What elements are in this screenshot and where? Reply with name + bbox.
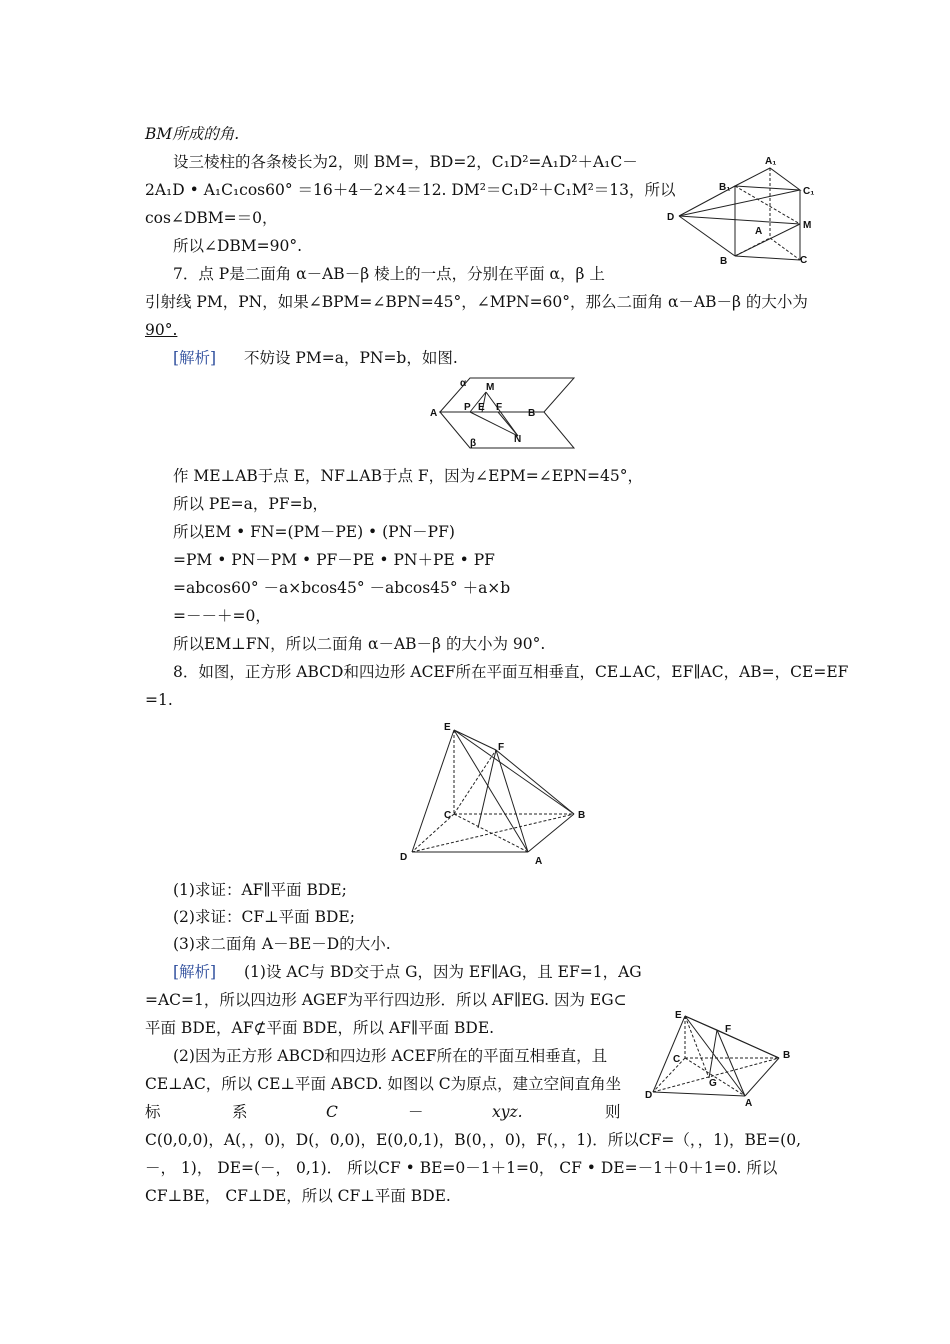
label: F <box>498 742 505 753</box>
label: E <box>444 722 451 733</box>
label: A₁ <box>765 156 777 167</box>
spaced-word: C <box>326 1103 338 1121</box>
label: N <box>514 434 522 445</box>
text-line: 作 ME⊥AB于点 E，NF⊥AB于点 F，因为∠EPM=∠EPN=45°， <box>173 467 644 485</box>
label: B <box>578 810 586 821</box>
label: M <box>803 220 812 231</box>
text-line: =－－＋=0， <box>173 607 271 625</box>
text-line: 所以EM • FN=(PM－PE) • (PN－PF) <box>173 523 455 541</box>
label: P <box>464 402 471 413</box>
label: D <box>667 212 675 223</box>
text-line: =abcos60° －a×bcos45° －abcos45° ＋a×b <box>173 579 511 597</box>
label: D <box>645 1090 653 1101</box>
question-7: 7．点 P是二面角 α－AB－β 棱上的一点，分别在平面 α，β 上 <box>173 265 605 283</box>
label: G <box>709 1078 717 1089</box>
label: A <box>535 856 543 867</box>
label: A <box>745 1098 753 1109</box>
label: A <box>755 226 763 237</box>
label: B <box>528 408 536 419</box>
text-line: 所以∠DBM=90°. <box>173 237 303 255</box>
solid-figure-small <box>645 1010 805 1109</box>
text-line: (2)因为正方形 ABCD和四边形 ACEF所在的平面互相垂直，且 <box>173 1047 608 1065</box>
spaced-word: xyz. <box>492 1103 523 1121</box>
solid-figure <box>398 718 593 867</box>
spaced-word: 系 <box>232 1103 248 1121</box>
text-line: cos∠DBM=＝0， <box>145 209 278 227</box>
label: E <box>675 1010 682 1021</box>
label: A <box>430 408 438 419</box>
text-line: (1)设 AC与 BD交于点 G，因为 EF∥AG，且 EF=1，AG <box>244 963 642 981</box>
label: C <box>673 1054 681 1065</box>
label: β <box>470 438 477 449</box>
label: B₁ <box>719 182 731 193</box>
prism-figure <box>665 150 820 265</box>
label: F <box>725 1024 732 1035</box>
text-line: =1. <box>145 691 173 709</box>
text-line: 平面 BDE，AF⊄平面 BDE，所以 AF∥平面 BDE. <box>145 1019 495 1037</box>
dihedral-figure <box>428 374 588 454</box>
label: C <box>444 810 452 821</box>
text-line: =AC=1，所以四边形 AGEF为平行四边形．所以 AF∥EG. 因为 EG⊂ <box>145 991 627 1009</box>
text-line: =PM • PN－PM • PF－PE • PN＋PE • PF <box>173 551 495 569</box>
text-line: －， 1)， DE=(－， 0,1)． 所以CF • BE=0－1＋1=0， CF • DE=－1＋0＋1=0. 所以 <box>145 1159 778 1177</box>
sub-question: (2)求证：CF⊥平面 BDE; <box>173 908 355 926</box>
label: E <box>478 402 485 413</box>
text-line: 所以 PE=a，PF=b， <box>173 495 328 513</box>
spaced-word: － <box>408 1103 424 1121</box>
label: C <box>800 255 808 266</box>
label: B <box>783 1050 791 1061</box>
spaced-word: 标 <box>145 1103 161 1121</box>
sub-question: (1)求证：AF∥平面 BDE; <box>173 881 347 899</box>
label: α <box>460 378 467 389</box>
text-line: 2A₁D • A₁C₁cos60° ＝16＋4－2×4＝12. DM²＝C₁D²＋C₁M²＝13，所以 <box>145 181 676 199</box>
text-line: 所以EM⊥FN，所以二面角 α－AB－β 的大小为 90°. <box>173 635 546 653</box>
text-line: BM所成的角. <box>145 125 240 143</box>
solution-label: [解析] <box>173 349 217 367</box>
spaced-word: 则 <box>605 1103 621 1121</box>
label: F <box>496 402 503 413</box>
sub-question: (3)求二面角 A－BE－D的大小. <box>173 935 391 953</box>
text-line: 引射线 PM，PN，如果∠BPM=∠BPN=45°，∠MPN=60°，那么二面角 α－AB－β 的大小为 <box>145 293 808 311</box>
label: D <box>400 852 408 863</box>
label: B <box>720 256 728 267</box>
text-line: CF⊥BE， CF⊥DE，所以 CF⊥平面 BDE. <box>145 1187 451 1205</box>
question-8: 8．如图，正方形 ABCD和四边形 ACEF所在平面互相垂直，CE⊥AC，EF∥AC，AB=，CE=EF <box>173 663 849 681</box>
label: C₁ <box>803 186 815 197</box>
text-line: C(0,0,0)，A(，，0)，D(，0,0)，E(0,0,1)，B(0，，0)，F(，，1)．所以CF=（，，1)，BE=(0, <box>145 1131 802 1149</box>
answer-blank: 90°. <box>145 321 178 339</box>
text-line: 设三棱柱的各条棱长为2，则 BM=，BD=2，C₁D²=A₁D²＋A₁C－ <box>173 153 638 171</box>
text-line: CE⊥AC，所以 CE⊥平面 ABCD. 如图以 C为原点，建立空间直角坐 <box>145 1075 622 1093</box>
label: M <box>486 382 495 393</box>
solution-label: [解析] <box>173 963 217 981</box>
text-line: 不妨设 PM=a，PN=b，如图. <box>244 349 458 367</box>
